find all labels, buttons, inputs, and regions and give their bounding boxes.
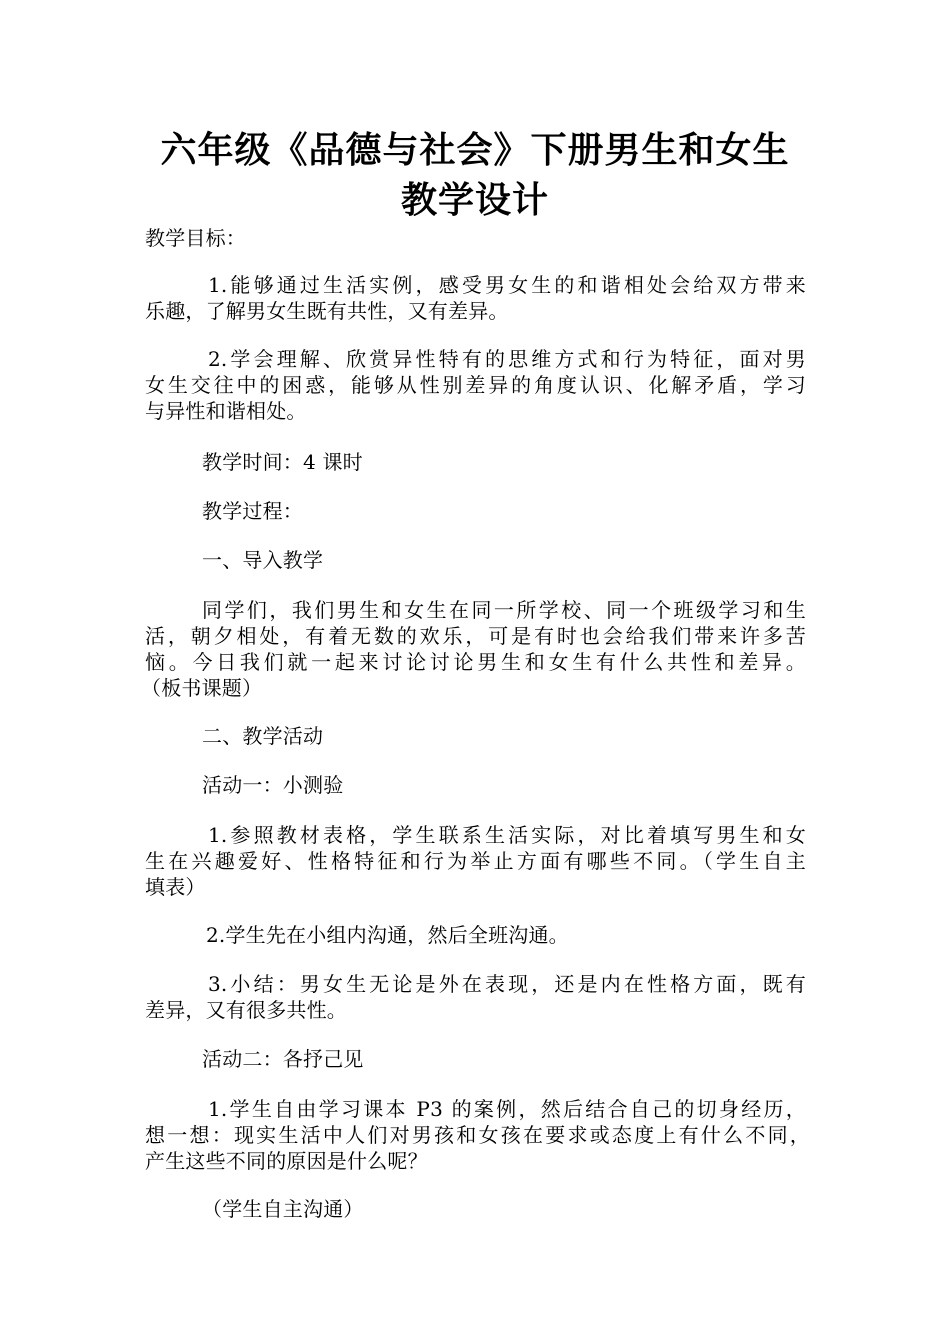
section-1-heading: 一、导入教学 bbox=[202, 548, 324, 572]
objective-2-line-2: 女生交往中的困惑，能够从性别差异的角度认识、化解矛盾，学习 bbox=[145, 373, 806, 397]
process-heading: 教学过程： bbox=[202, 499, 303, 523]
activity-1-step-1-line-2: 生在兴趣爱好、性格特征和行为举止方面有哪些不同。（学生自主 bbox=[145, 849, 806, 873]
activity-1-step-3-line-2: 差异，又有很多共性。 bbox=[145, 998, 347, 1022]
activity-2-step-1-line-3: 产生这些不同的原因是什么呢？ bbox=[145, 1149, 428, 1173]
objective-1-line-2: 乐趣，了解男女生既有共性，又有差异。 bbox=[145, 299, 509, 323]
intro-line-2: 活，朝夕相处，有着无数的欢乐，可是有时也会给我们带来许多苦 bbox=[145, 624, 806, 648]
document-title-line-2: 教学设计 bbox=[400, 180, 549, 221]
objective-2-line-3: 与异性和谐相处。 bbox=[145, 399, 307, 423]
activity-1-step-1-line-3: 填表） bbox=[145, 875, 206, 899]
objectives-heading: 教学目标： bbox=[145, 226, 246, 250]
intro-line-1: 同学们，我们男生和女生在同一所学校、同一个班级学习和生 bbox=[202, 598, 806, 622]
activity-1-heading: 活动一：小测验 bbox=[202, 773, 344, 797]
activity-2-heading: 活动二：各抒己见 bbox=[202, 1047, 364, 1071]
activity-2-note: （学生自主沟通） bbox=[202, 1197, 364, 1221]
objective-2-line-1: 2.学会理解、欣赏异性特有的思维方式和行为特征，面对男 bbox=[208, 347, 806, 371]
document-title-line-1: 六年级《品德与社会》下册男生和女生 bbox=[160, 130, 790, 171]
activity-1-step-1-line-1: 1.参照教材表格，学生联系生活实际，对比着填写男生和女 bbox=[208, 823, 806, 847]
activity-1-step-3-line-1: 3.小结：男女生无论是外在表现，还是内在性格方面，既有 bbox=[208, 972, 806, 996]
activity-2-step-1-line-1: 1.学生自由学习课本 P3 的案例，然后结合自己的切身经历， bbox=[208, 1097, 806, 1121]
activity-1-step-2: 2.学生先在小组内沟通，然后全班沟通。 bbox=[206, 923, 569, 947]
intro-line-3: 恼。今日我们就一起来讨论讨论男生和女生有什么共性和差异。 bbox=[145, 650, 806, 674]
teaching-time: 教学时间：4 课时 bbox=[202, 450, 363, 474]
intro-line-4: （板书课题） bbox=[141, 676, 263, 700]
activity-2-step-1-line-2: 想一想：现实生活中人们对男孩和女孩在要求或态度上有什么不同， bbox=[145, 1123, 810, 1147]
objective-1-line-1: 1.能够通过生活实例，感受男女生的和谐相处会给双方带来 bbox=[208, 273, 806, 297]
section-2-heading: 二、教学活动 bbox=[202, 724, 324, 748]
